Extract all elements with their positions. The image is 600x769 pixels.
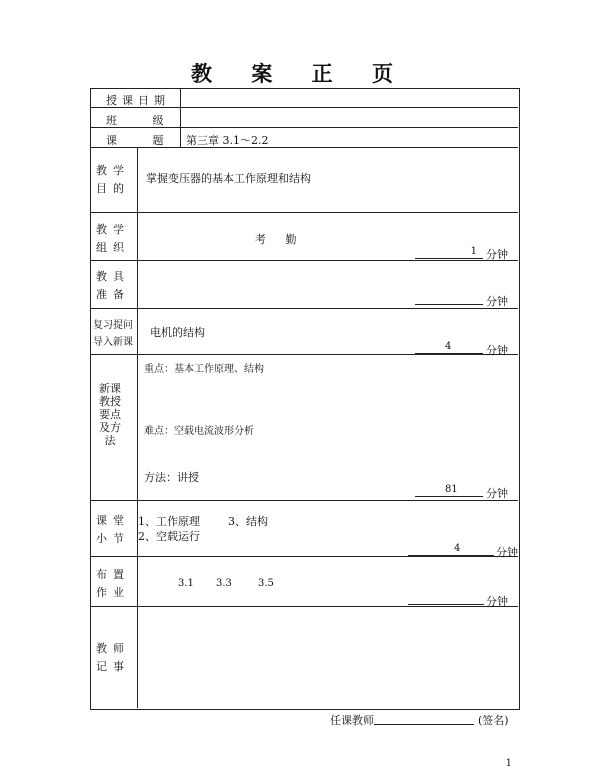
page-title: 教 案 正 页 [191,61,409,86]
summary-minutes: 4 [408,543,494,556]
page-number: 1 [505,758,512,769]
objective-content: 掌握变压器的基本工作原理和结构 [146,172,311,185]
organization-label: 教学组织 [96,223,130,254]
notes-label: 教师记事 [96,642,130,673]
homework-item: 3.5 [258,578,274,589]
row-divider [90,606,518,607]
teaching-method: 方法：讲授 [144,471,199,484]
minute-unit: 分钟 [486,487,508,500]
row-divider [90,212,518,213]
organization-minutes: 1 [415,246,483,259]
key-point: 重点：基本工作原理、结构 [144,364,264,375]
summary-item-2: 2、空载运行 [138,530,200,543]
homework-minutes [408,592,484,605]
minute-unit: 分钟 [486,344,508,357]
teacher-signature-line[interactable] [374,712,474,725]
equipment-label: 教具准备 [96,270,130,301]
difficulty-point: 难点：空载电流波形分析 [144,426,254,437]
homework-label: 布置作业 [96,568,130,599]
topic-value: 第三章 3.1～2.2 [186,134,269,147]
column-divider [180,88,181,147]
topic-label: 课 题 [106,134,180,147]
homework-item: 3.1 [178,578,194,589]
review-content: 电机的结构 [150,326,205,339]
minute-unit: 分钟 [486,248,508,261]
review-label-line1: 复习提问 [93,320,133,331]
new-lesson-label: 新课教授要点及方法 [99,382,121,447]
organization-content: 考 勤 [255,233,305,246]
class-label: 班 级 [106,114,180,127]
summary-item-3: 3、结构 [228,515,268,528]
row-divider [90,556,518,557]
homework-item: 3.3 [216,578,232,589]
row-divider [90,260,518,261]
new-lesson-minutes: 81 [415,484,483,497]
column-divider [137,147,138,708]
minute-unit: 分钟 [486,595,508,608]
objective-label: 教学目的 [96,164,130,195]
date-label: 授课日期 [106,94,170,107]
equipment-minutes [415,292,483,305]
review-minutes: 4 [415,341,483,354]
row-divider [90,354,518,355]
summary-label: 课堂小节 [96,514,130,545]
row-divider [90,308,518,309]
signature-label: (签名) [478,714,509,727]
review-label-line2: 导入新课 [93,337,133,348]
minute-unit: 分钟 [486,295,508,308]
minute-unit: 分钟 [496,546,518,559]
summary-item-1: 1、工作原理 [138,515,200,528]
row-divider [90,500,518,501]
teacher-label: 任课教师 [330,714,374,727]
